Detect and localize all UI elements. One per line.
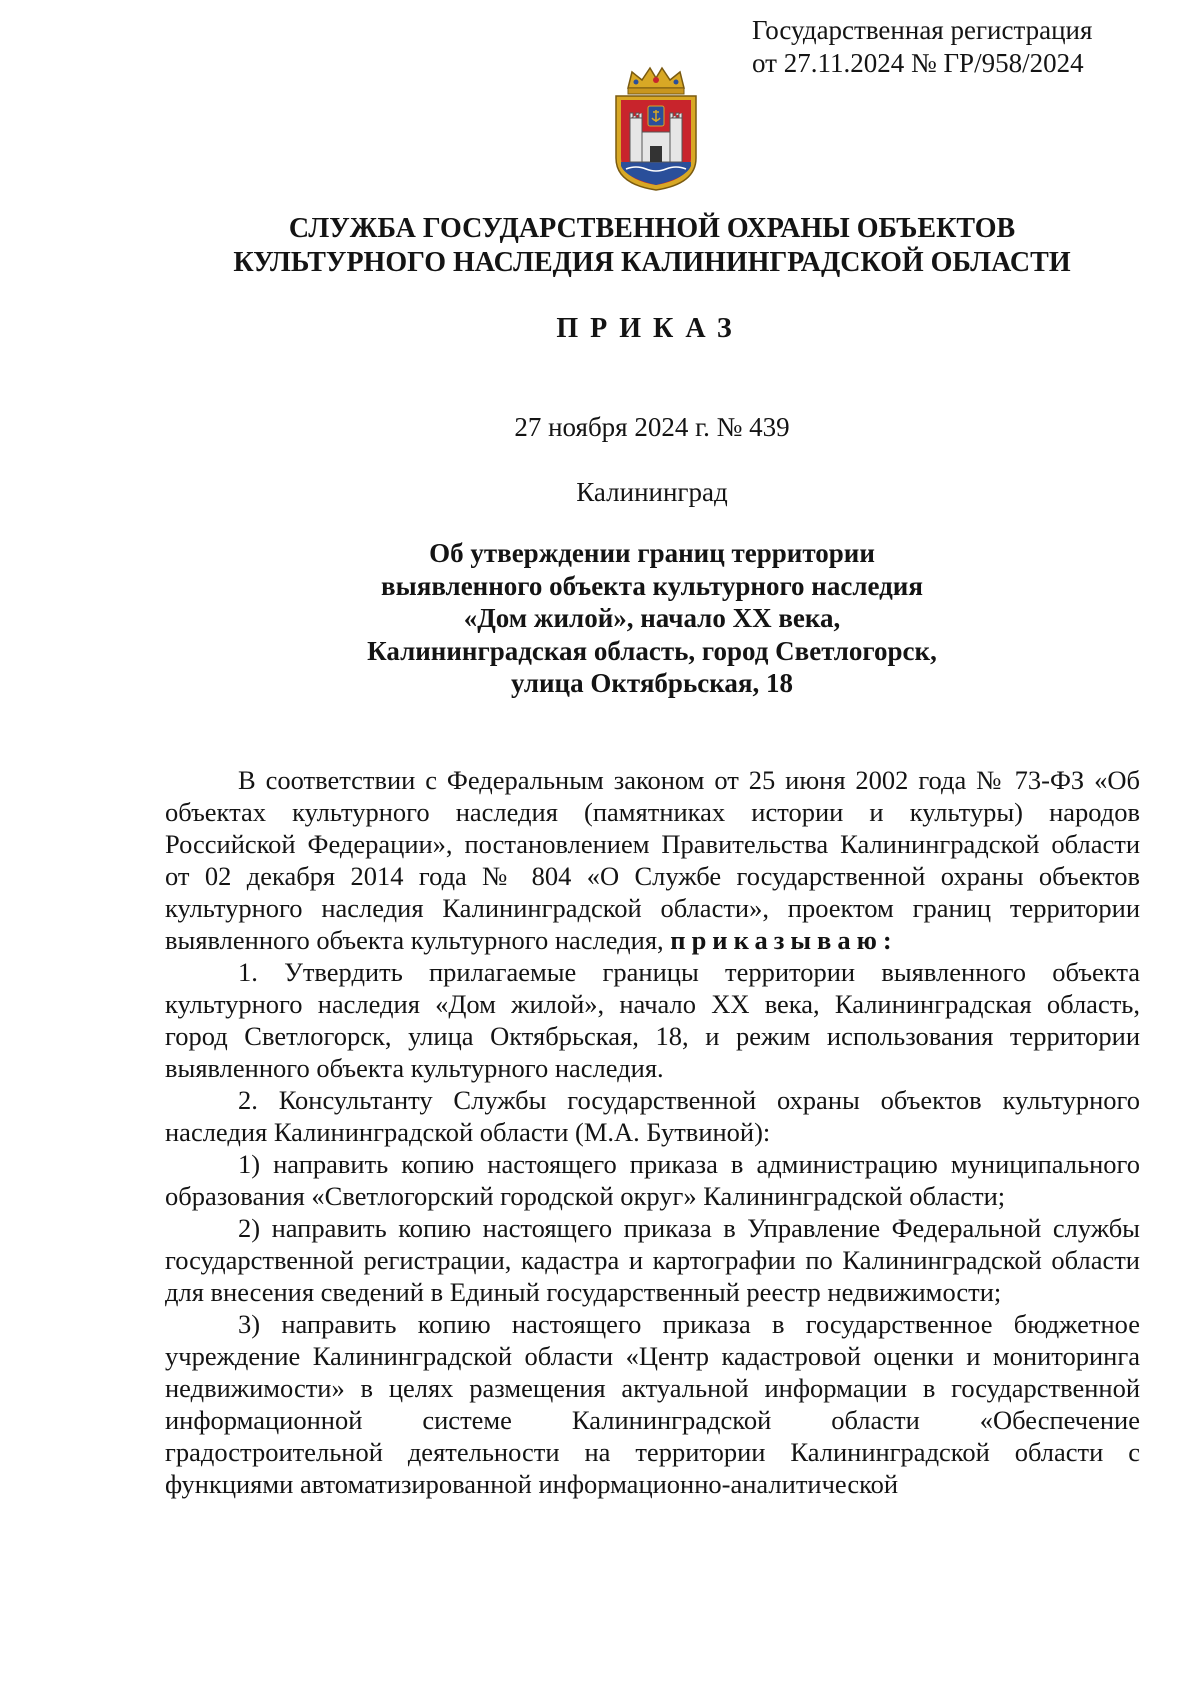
item-2-paragraph: 2. Консультанту Службы государственной охраны объектов культурного наследия Калининградской области (М.А. Бутвиной): [165,1085,1140,1147]
registration-line-1: Государственная регистрация [752,15,1093,45]
document-date-number: 27 ноября 2024 г. № 439 [514,412,790,442]
registration-line-2: от 27.11.2024 № ГР/958/2024 [752,48,1084,78]
subject-line-1: Об утверждении границ территории [429,538,875,568]
agency-line-1: СЛУЖБА ГОСУДАРСТВЕННОЙ ОХРАНЫ ОБЪЕКТОВ [288,213,1016,244]
agency-name [52,212,1200,280]
subject-line-4: Калининградская область, город Светлогорск, [367,635,937,666]
agency-line-2: КУЛЬТУРНОГО НАСЛЕДИЯ КАЛИНИНГРАДСКОЙ ОБЛАСТИ [233,247,1071,278]
document-type-heading: ПРИКАЗ [556,313,744,344]
document-body [165,764,1140,1500]
document-city: Калининград [576,477,728,507]
document-subject [52,537,1200,700]
preamble-paragraph [165,764,1140,956]
registration-stamp [752,14,1182,80]
preamble-text: В соответствии с Федеральным законом от 25 июня 2002 года № 73-ФЗ «Об объектах культурного наследия (памятниках истории и культуры) народов Российской Федерации», постановлением Правительства Калининградской области от 02 декабря 2014 года № 804 «О Службе государственной охраны объектов культурного наследия Калининградской области», проектом границ территории выявленного объекта культурного наследия, [165,765,1140,955]
order-word: приказываю: [670,925,898,955]
subitem-1-paragraph: 1) направить копию настоящего приказа в администрацию муниципального образования «Светлогорский городской округ» Калининградской области; [165,1149,1140,1211]
subitem-3-paragraph: 3) направить копию настоящего приказа в государственное бюджетное учреждение Калининградской области «Центр кадастровой оценки и мониторинга недвижимости» в целях размещения актуальной информации в государственной информационной системе Калининградской области «Обеспечение градостроительной деятельности на территории Калининградской области с функциями автоматизированной информационно-аналитической [165,1309,1140,1499]
kaliningrad-coat-of-arms-icon [606,66,706,192]
subject-line-2: выявленного объекта культурного наследия [381,570,923,601]
subject-line-5: улица Октябрьская, 18 [511,668,793,698]
subitem-2-paragraph: 2) направить копию настоящего приказа в Управление Федеральной службы государственной регистрации, кадастра и картографии по Калининградской области для внесения сведений в Единый государственный реестр недвижимости; [165,1213,1140,1307]
subject-line-3: «Дом жилой», начало ХХ века, [463,603,841,633]
item-1-paragraph: 1. Утвердить прилагаемые границы территории выявленного объекта культурного наследия «Дом жилой», начало ХХ века, Калининградская область, город Светлогорск, улица Октябрьская, 18, и режим использования территории выявленного объекта культурного наследия. [165,957,1140,1083]
